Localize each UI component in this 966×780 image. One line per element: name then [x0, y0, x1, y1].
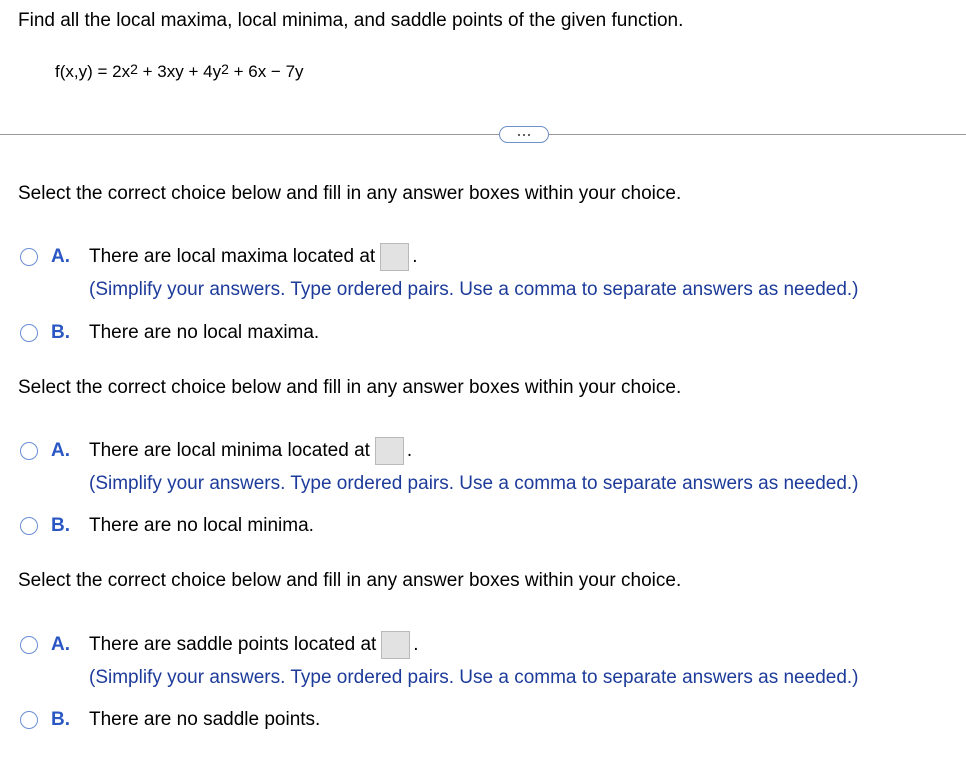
choice-text: There are local maxima located at [89, 246, 376, 267]
period: . [412, 246, 418, 267]
answer-box-maxima[interactable] [380, 243, 409, 271]
choice-minima-b[interactable] [20, 515, 314, 537]
choice-text: There are local minima located at [89, 440, 370, 461]
instruction-saddle: Select the correct choice below and fill in any answer boxes within your choice. [18, 570, 682, 591]
function-part-1: f(x,y) = 2x [55, 62, 131, 81]
hint-saddle: (Simplify your answers. Type ordered pairs. Use a comma to separate answers as needed.) [89, 667, 859, 688]
answer-box-minima[interactable] [375, 437, 404, 465]
radio-maxima-a[interactable] [20, 248, 38, 266]
choice-letter: B. [51, 515, 70, 536]
choice-saddle-a[interactable] [20, 631, 419, 659]
function-part-2: + 3xy + 4y [137, 62, 222, 81]
choice-letter: B. [51, 709, 70, 730]
ellipsis-dot-icon [518, 134, 520, 136]
instruction-maxima: Select the correct choice below and fill in any answer boxes within your choice. [18, 183, 682, 204]
radio-saddle-a[interactable] [20, 636, 38, 654]
section-divider [0, 134, 966, 135]
ellipsis-dot-icon [528, 134, 530, 136]
choice-letter: A. [51, 634, 70, 655]
choice-maxima-a[interactable] [20, 243, 417, 271]
choice-maxima-b[interactable] [20, 322, 319, 344]
choice-letter: A. [51, 246, 70, 267]
choice-letter: A. [51, 440, 70, 461]
ellipsis-dot-icon [523, 134, 525, 136]
radio-minima-b[interactable] [20, 517, 38, 535]
hint-minima: (Simplify your answers. Type ordered pairs. Use a comma to separate answers as needed.) [89, 473, 859, 494]
question-title: Find all the local maxima, local minima, and saddle points of the given function. [18, 10, 684, 31]
period: . [406, 440, 413, 461]
hint-maxima: (Simplify your answers. Type ordered pairs. Use a comma to separate answers as needed.) [89, 279, 859, 300]
choice-saddle-b[interactable] [20, 709, 320, 731]
instruction-minima: Select the correct choice below and fill in any answer boxes within your choice. [18, 377, 682, 398]
exponent-2: 2 [221, 61, 229, 77]
choice-text: There are no local maxima. [89, 322, 320, 343]
choice-text: There are saddle points located at [89, 634, 377, 655]
choice-text: There are no saddle points. [89, 709, 321, 730]
choice-minima-a[interactable] [20, 437, 412, 465]
radio-saddle-b[interactable] [20, 711, 38, 729]
radio-minima-a[interactable] [20, 442, 38, 460]
function-part-3: + 6x − 7y [228, 62, 304, 81]
more-options-button[interactable] [499, 126, 549, 143]
answer-box-saddle[interactable] [381, 631, 410, 659]
exponent-1: 2 [130, 61, 138, 77]
choice-letter: B. [51, 322, 70, 343]
function-expression [55, 62, 304, 82]
period: . [413, 634, 419, 655]
choice-text: There are no local minima. [89, 515, 314, 536]
radio-maxima-b[interactable] [20, 324, 38, 342]
